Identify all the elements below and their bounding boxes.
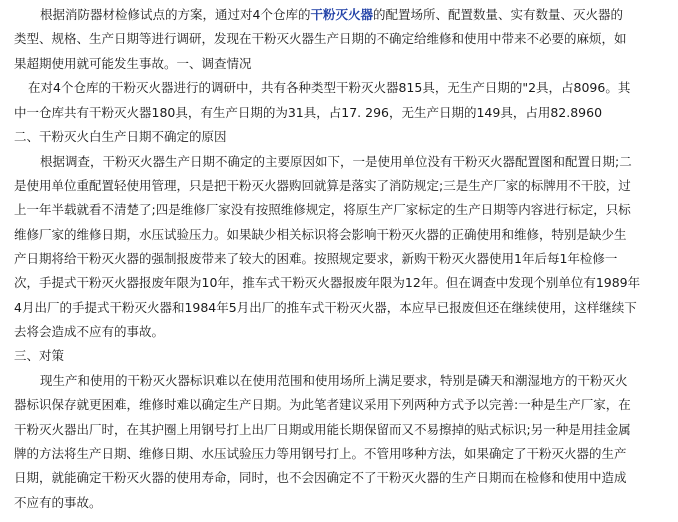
section-2-line: 根据调查，干粉灭火器生产日期不确定的主要原因如下，一是使用单位没有干粉灭火器配置图和配置日期;二	[40, 154, 632, 169]
section-3-line: 日期，就能确定干粉灭火器的使用寿命，同时，也不会因确定不了干粉灭火器的生产日期而在检修和使用中造成	[14, 470, 627, 485]
section-3-line: 不应有的事故。	[14, 495, 102, 510]
section-2-line: 次，手提式干粉灭火器报废年限为10年，推车式干粉灭火器报废年限为12年。但在调查中发现个别单位有1989年	[14, 275, 641, 290]
intro-line-1	[40, 5, 623, 25]
survey-line-1: 在对4个仓库的干粉灭火器进行的调研中，共有各种类型干粉灭火器815具，无生产日期的"2具，占8096。其	[28, 80, 631, 95]
section-3-line: 器标识保存就更困难，维修时难以确定生产日期。为此笔者建议采用下列两种方式予以完善:一种是生产厂家，在	[14, 397, 631, 412]
section-3-line: 干粉灭火器出厂时，在其护圈上用钢号打上出厂日期或用能长期保留而又不易擦掉的贴式标识;另一种是用挂金属	[14, 422, 631, 437]
section-2-line: 维修厂家的维修日期，水压试验压力。如果缺少相关标识将会影响干粉灭火器的正确使用和维修，特别是缺少生	[14, 227, 627, 242]
section-2-line: 上一年半载就看不清楚了;四是维修厂家没有按照维修规定，将原生产厂家标定的生产日期等内容进行标定，只标	[14, 202, 631, 217]
section-2-line: 去将会造成不应有的事故。	[14, 324, 165, 339]
section-2-heading: 二、干粉灭火白生产日期不确定的原因	[14, 129, 227, 144]
keyword-link[interactable]: 干粉灭火器	[310, 7, 373, 22]
intro-text-1a: 根据消防器材检修试点的方案，通过对4个仓库的	[40, 7, 311, 22]
intro-line-2: 类型、规格、生产日期等进行调研，发现在干粉灭火器生产日期的不确定给维修和使用中带来不必要的麻烦，如	[14, 31, 627, 46]
section-3-line: 现生产和使用的干粉灭火器标识难以在使用范围和使用场所上满足要求，特别是磷天和潮湿地方的干粉灭火	[40, 373, 628, 388]
section-3-heading: 三、对策	[14, 348, 65, 363]
section-2-line: 是使用单位重配置轻使用管理，只是把干粉灭火器购回就算是落实了消防规定;三是生产厂家的标牌用不干胶，过	[14, 178, 631, 193]
section-3-line: 牌的方法将生产日期、维修日期、水压试验压力等用钢号打上。不管用哆种方法，如果确定了干粉灭火器的生产	[14, 446, 627, 461]
intro-line-3: 果超期使用就可能发生事故。一、调查情况	[14, 56, 252, 71]
section-2-line: 4月出厂的手提式干粉灭火器和1984年5月出厂的推车式干粉灭火器，本应早已报废但还在继续使用，这样继续下	[14, 300, 637, 315]
survey-line-2: 中一仓库共有干粉灭火器180具，有生产日期的为31具，占17. 296，无生产日期的149具，占用82.8960	[14, 105, 603, 120]
section-2-line: 产日期将给干粉灭火器的强制报废带来了较大的困难。按照规定要求，新购干粉灭火器使用1年后每1年检修一	[14, 251, 618, 266]
intro-text-1b: 的配置场所、配置数量、实有数量、灭火器的	[372, 7, 623, 22]
